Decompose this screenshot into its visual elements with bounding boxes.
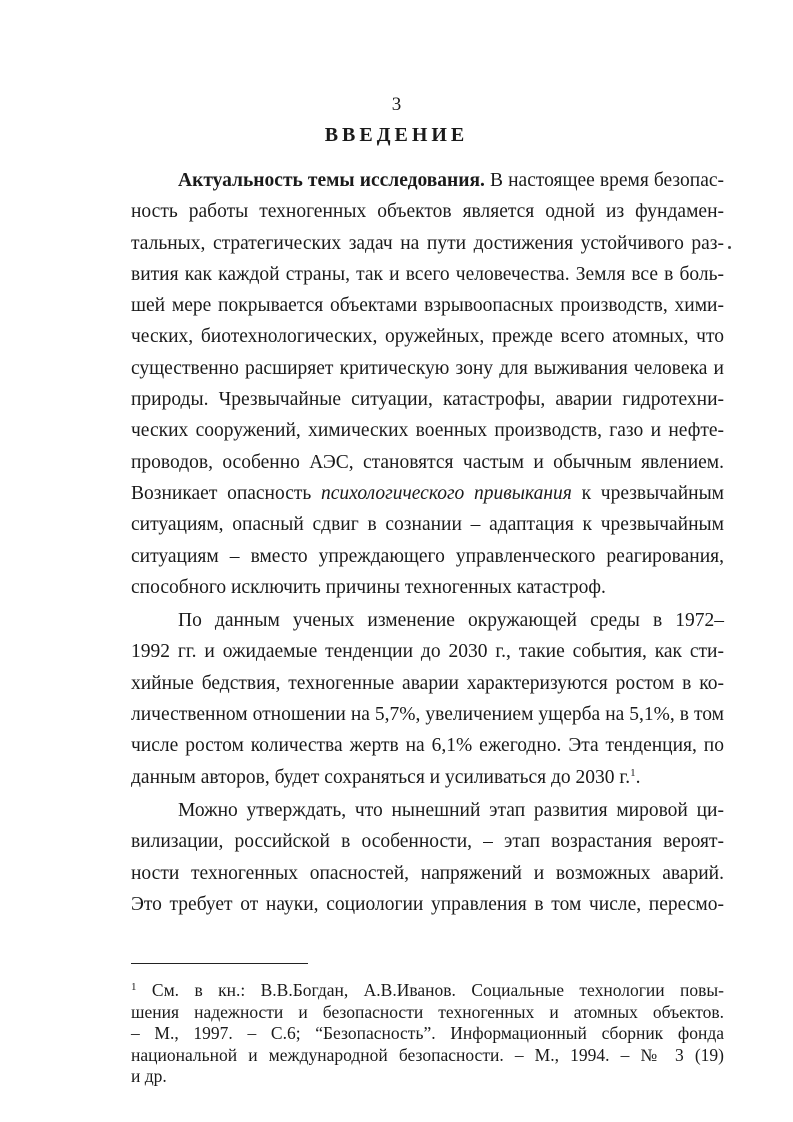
body-text	[131, 165, 724, 920]
paragraph-2-line: По данным ученых изменение окружающей среды в 1972–	[178, 610, 724, 632]
paragraph-2-line: числе ростом количества жертв на 6,1% ежегодно. Эта тенденция, по	[131, 735, 724, 757]
footnote-line: национальной и международной безопасности. – М., 1994. – № 3 (19)	[131, 1044, 724, 1065]
paragraph-1-line: вития как каждой страны, так и всего человечества. Земля все в боль-	[131, 263, 724, 285]
footnote-reference: 1	[630, 766, 636, 779]
paragraph-1-line: шей мере покрывается объектами взрывоопасных производств, хими-	[131, 295, 724, 317]
footnote-divider	[131, 963, 308, 964]
paragraph-2-line: личественном отношении на 5,7%, увеличением ущерба на 5,1%, в том	[131, 704, 724, 726]
chapter-heading: ВВЕДЕНИЕ	[324, 124, 469, 146]
paragraph-1-line: существенно расширяет критическую зону для выживания человека и	[131, 357, 724, 379]
footnote-line: $^1$ См. в кн.: В.В.Богдан, А.В.Иванов. Социальные технологии повы-	[131, 980, 724, 1000]
footnote-line: – М., 1997. – С.6; “Безопасность”. Информационный сборник фонда	[131, 1023, 724, 1043]
footnote	[131, 980, 724, 1088]
footnote-marker: 1	[131, 981, 137, 993]
page-number: 3	[391, 94, 402, 115]
paragraph-1-line: Актуальность темы исследования. В настоящее время безопас-	[178, 170, 725, 191]
paragraph-2-line: данным авторов, будет сохраняться и усиливаться до 2030 г.$^1$.	[131, 766, 641, 788]
paragraph-1-line: Возникает опасность психологического привыкания к чрезвычайным	[131, 482, 725, 504]
footnote-line: шения надежности и безопасности техногенных и атомных объектов.	[131, 1001, 724, 1022]
paragraph-1-line: ческих, биотехнологических, оружейных, прежде всего атомных, что	[131, 326, 724, 348]
paragraph-1-line: проводов, особенно АЭС, становятся частым и обычным явлением.	[131, 451, 724, 473]
paragraph-3-line: Это требует от науки, социологии управления в том числе, пересмо-	[131, 893, 724, 915]
paragraph-3-line: вилизации, российской в особенности, – этап возрастания вероят-	[131, 831, 724, 853]
paragraph-1-line: способного исключить причины техногенных катастроф.	[131, 576, 606, 598]
paragraph-1-line: ность работы техногенных объектов является одной из фундамен-	[131, 201, 724, 223]
footnote-line: и др.	[131, 1066, 167, 1086]
italic-phrase: психологического привыкания	[321, 482, 572, 504]
scan-artifact	[728, 246, 731, 249]
paragraph-2-line: хийные бедствия, техногенные аварии характеризуются ростом в ко-	[131, 672, 724, 694]
lead-bold-phrase: Актуальность темы исследования.	[178, 170, 485, 191]
paragraph-2-line: 1992 гг. и ожидаемые тенденции до 2030 г., такие события, как сти-	[131, 641, 724, 663]
paragraph-1-line: ческих сооружений, химических военных производств, газо и нефте-	[131, 420, 724, 442]
paragraph-1-line: ситуациям, опасный сдвиг в сознании – адаптация к чрезвычайным	[131, 514, 724, 536]
paragraph-1-line: ситуациям – вместо упреждающего управленческого реагирования,	[131, 545, 724, 567]
paragraph-1-line: тальных, стратегических задач на пути достижения устойчивого раз-	[131, 232, 724, 254]
paragraph-3-line: ности техногенных опасностей, напряжений и возможных аварий.	[131, 862, 724, 884]
paragraph-1-line: природы. Чрезвычайные ситуации, катастрофы, аварии гидротехни-	[131, 389, 724, 411]
paragraph-3-line: Можно утверждать, что нынешний этап развития мировой ци-	[178, 799, 724, 821]
